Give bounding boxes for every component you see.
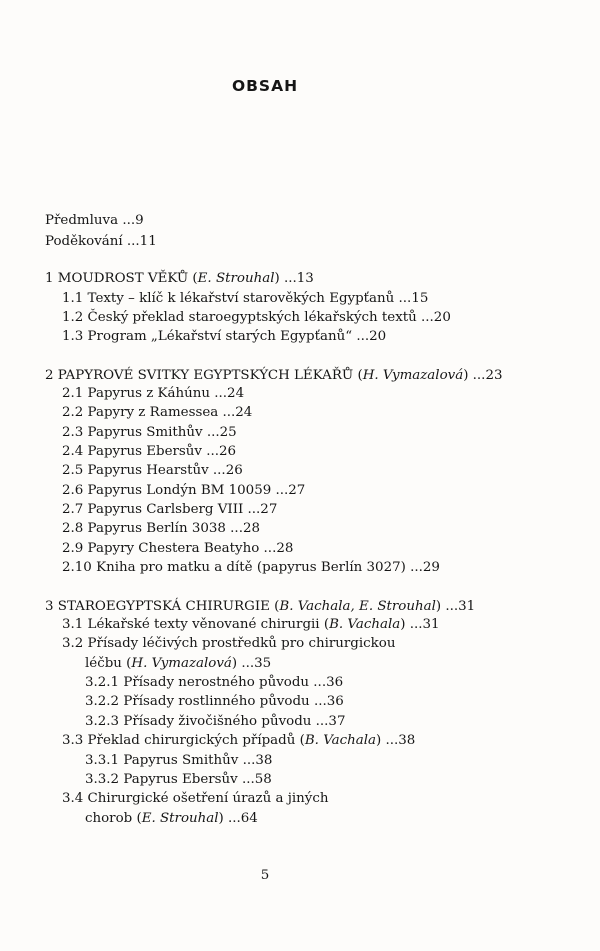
page-number: 5: [260, 868, 270, 883]
toc-entry: [62, 731, 415, 750]
toc-entry: [85, 692, 344, 711]
toc-entry-text: 3.2 Přísady léčivých prostředků pro chirurgickou: [62, 636, 396, 651]
toc-entry-text: 2.2 Papyry z Ramessea ...24: [62, 405, 253, 420]
toc-entry-page: ) ...13: [274, 271, 314, 286]
toc-entry: [45, 366, 502, 385]
toc-entry-text: 3.2.3 Přísady živočišného původu ...37: [85, 714, 346, 729]
toc-entry: [85, 770, 272, 789]
toc-entry-text: 3 STAROEGYPTSKÁ CHIRURGIE (: [45, 599, 280, 614]
toc-entry: [85, 809, 258, 828]
toc-entry: [85, 751, 272, 770]
toc-entry: [62, 403, 252, 422]
toc-entry-text: 1.2 Český překlad staroegyptských lékařských textů ...20: [62, 310, 451, 325]
toc-entry-text: 1 MOUDROST VĚKŮ (: [45, 271, 198, 286]
toc-entry: [62, 442, 236, 461]
toc-entry-text: 3.3 Překlad chirurgických případů (: [62, 733, 305, 748]
toc-entry-text: 3.3.2 Papyrus Ebersův ...58: [85, 772, 272, 787]
page-title: OBSAH: [231, 77, 299, 95]
toc-entry-text: 3.2.2 Přísady rostlinného původu ...36: [85, 694, 344, 709]
toc-entry: [62, 615, 440, 634]
toc-entry: [62, 327, 386, 346]
toc-entry-page: ) ...35: [231, 656, 272, 671]
toc-entry-author: H. Vymazalová: [131, 656, 232, 671]
toc-entry: [62, 634, 395, 653]
toc-entry-text: 3.1 Lékařské texty věnované chirurgii (: [62, 617, 330, 632]
toc-entry-page: ) ...31: [435, 599, 476, 614]
toc-entry-text: 1.1 Texty – klíč k lékařství starověkých Egypťanů ...15: [62, 291, 429, 306]
toc-entry-text: 3.4 Chirurgické ošetření úrazů a jiných: [62, 791, 329, 806]
toc-entry: [62, 289, 428, 308]
toc-entry: [62, 539, 293, 558]
toc-entry-text: 2.4 Papyrus Ebersův ...26: [62, 444, 237, 459]
toc-entry-text: Poděkování ...11: [45, 234, 157, 249]
toc-entry: [45, 597, 475, 616]
toc-entry-author: E. Strouhal: [141, 811, 219, 826]
toc-entry-text: 2.1 Papyrus z Káhúnu ...24: [62, 386, 245, 401]
toc-entry-text: chorob (: [85, 811, 142, 826]
toc-entry: [62, 500, 277, 519]
toc-entry-text: 2 PAPYROVÉ SVITKY EGYPTSKÝCH LÉKAŘŮ (: [45, 368, 363, 383]
toc-entry: [45, 232, 157, 251]
toc-entry: [62, 481, 305, 500]
toc-entry: [85, 654, 271, 673]
toc-entry: [62, 384, 244, 403]
toc-entry: [45, 211, 144, 230]
toc-entry-text: 3.2.1 Přísady nerostného původu ...36: [85, 675, 344, 690]
toc-entry-text: 2.6 Papyrus Londýn BM 10059 ...27: [62, 483, 306, 498]
toc-entry: [45, 269, 314, 288]
toc-entry: [85, 673, 343, 692]
toc-entry-author: B. Vachala: [329, 617, 401, 632]
toc-entry-text: léčbu (: [85, 656, 132, 671]
toc-entry-text: 2.10 Kniha pro matku a dítě (papyrus Berlín 3027) ...29: [62, 560, 440, 575]
toc-entry: [85, 712, 345, 731]
toc-entry-text: 1.3 Program „Lékařství starých Egypťanů“ ...20: [62, 329, 387, 344]
toc-entry-page: ) ...23: [463, 368, 503, 383]
toc-entry-author: H. Vymazalová: [362, 368, 464, 383]
toc-entry: [62, 308, 451, 327]
toc-entry-author: B. Vachala, E. Strouhal: [279, 599, 436, 614]
toc-entry: [62, 558, 440, 577]
toc-entry: [62, 461, 243, 480]
toc-entry-text: Předmluva ...9: [45, 213, 144, 228]
toc-entry-text: 2.3 Papyrus Smithův ...25: [62, 425, 237, 440]
toc-entry: [62, 519, 260, 538]
toc-entry-page: ) ...38: [376, 733, 416, 748]
toc-entry-text: 2.7 Papyrus Carlsberg VIII ...27: [62, 502, 278, 517]
toc-entry-text: 2.5 Papyrus Hearstův ...26: [62, 463, 243, 478]
toc-entry: [62, 789, 328, 808]
toc-entry-page: ) ...64: [218, 811, 258, 826]
toc-entry-text: 3.3.1 Papyrus Smithův ...38: [85, 753, 273, 768]
toc-entry-text: 2.9 Papyry Chestera Beatyho ...28: [62, 541, 294, 556]
toc-entry-text: 2.8 Papyrus Berlín 3038 ...28: [62, 521, 260, 536]
toc-entry-author: E. Strouhal: [197, 271, 275, 286]
toc-entry: [62, 423, 237, 442]
toc-entry-author: B. Vachala: [304, 733, 376, 748]
toc-entry-page: ) ...31: [400, 617, 440, 632]
